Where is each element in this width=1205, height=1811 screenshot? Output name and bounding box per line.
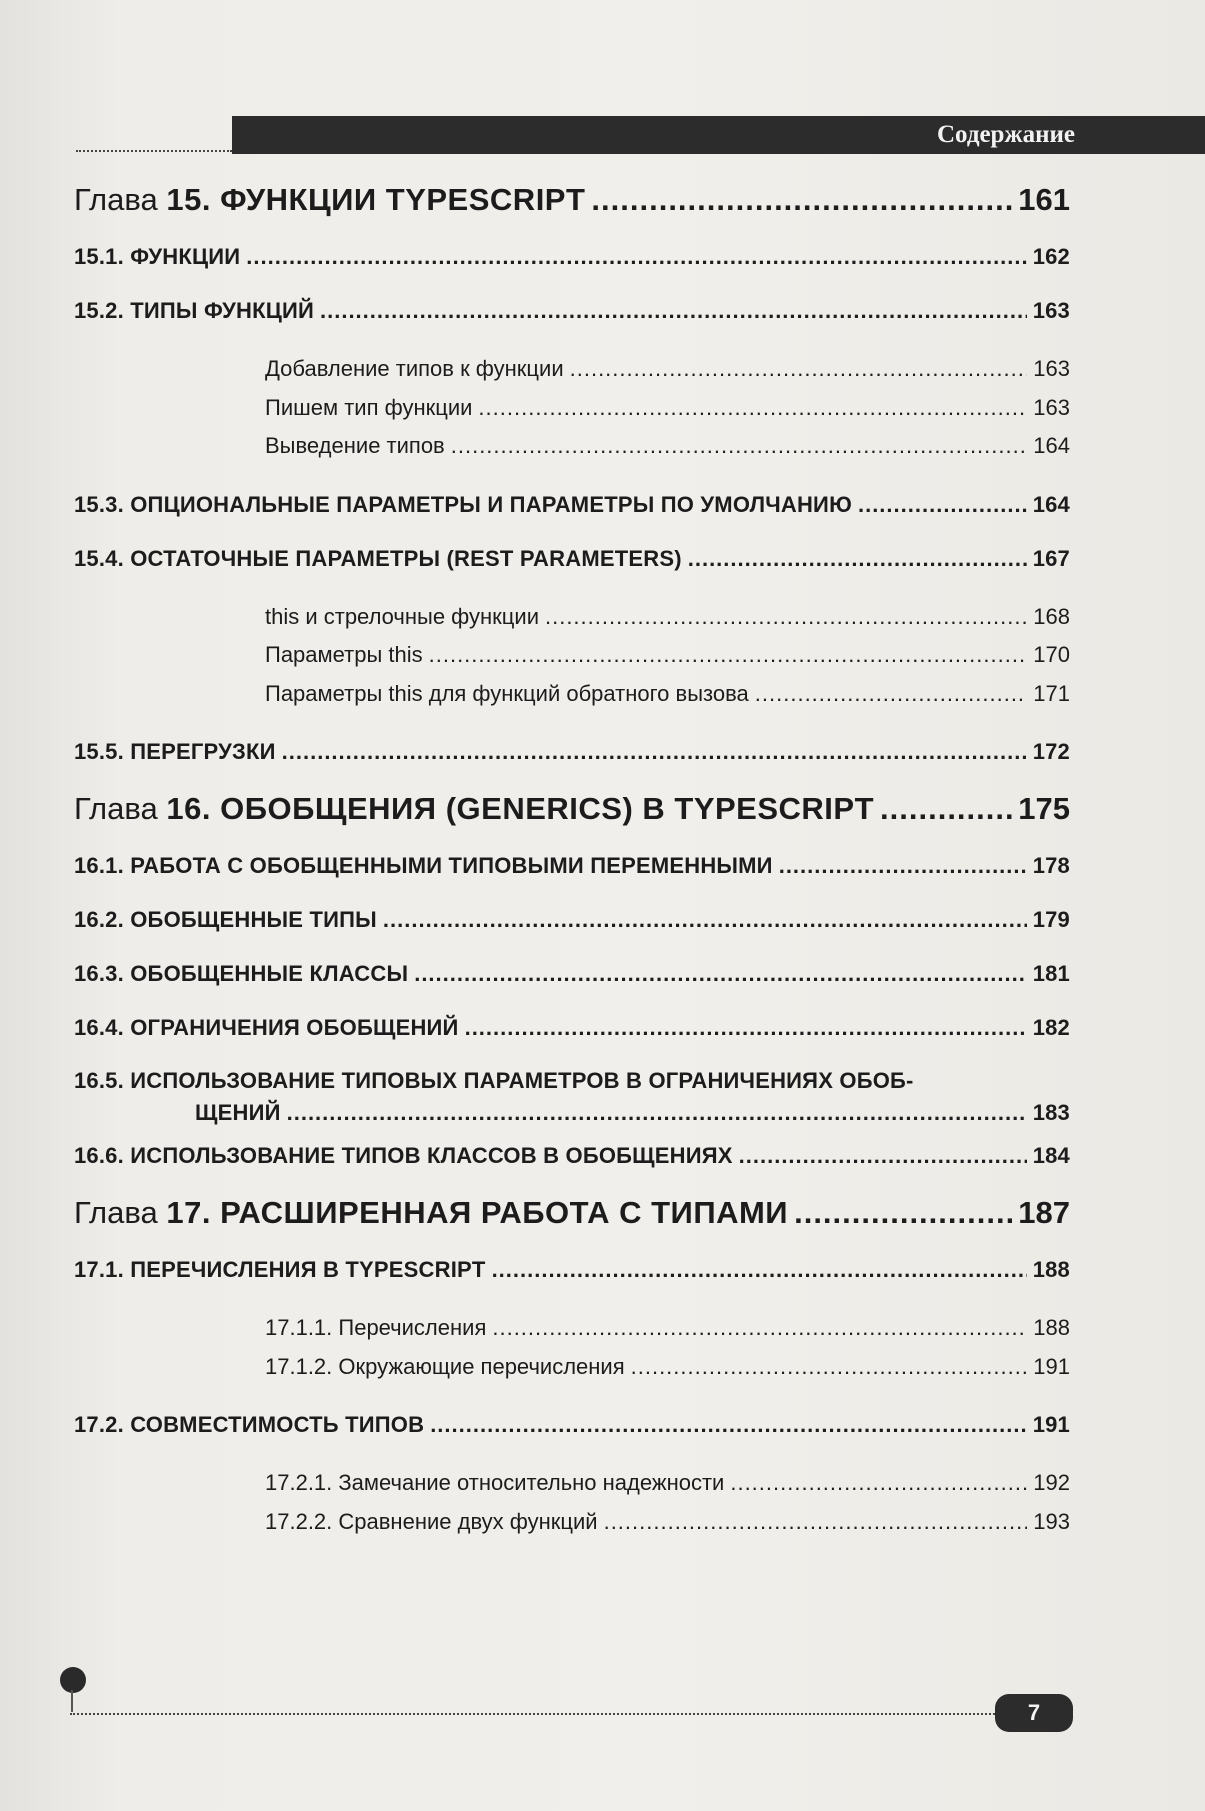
toc-page-number: 171: [1033, 680, 1070, 706]
dot-leader: [631, 1348, 1028, 1387]
dot-leader: [430, 1398, 1027, 1452]
toc-entry-title: [74, 170, 585, 230]
toc-subsection-15-2-b: [265, 389, 1070, 428]
toc-entry-title: this и стрелочные функции: [265, 603, 539, 629]
dot-leader: [246, 230, 1026, 284]
toc-page-number: 170: [1033, 642, 1070, 667]
toc-entry-title: Параметры this: [265, 642, 423, 667]
toc-entry-title: 16.6. ИСПОЛЬЗОВАНИЕ ТИПОВ КЛАССОВ В ОБОБЩЕНИЯХ: [74, 1143, 733, 1168]
toc-page-number: 192: [1033, 1470, 1070, 1495]
dot-leader: [414, 947, 1026, 1001]
table-of-contents: [74, 170, 1070, 1541]
toc-entry-title: Пишем тип функции: [265, 394, 473, 420]
chapter-prefix: Глава: [74, 791, 158, 826]
dot-leader: [451, 427, 1028, 466]
dot-leader: [320, 284, 1027, 338]
toc-entry-title: 15.4. ОСТАТОЧНЫЕ ПАРАМЕТРЫ (REST PARAMETERS): [74, 545, 682, 571]
toc-entry-title: 15.3. ОПЦИОНАЛЬНЫЕ ПАРАМЕТРЫ И ПАРАМЕТРЫ ПО УМОЛЧАНИЮ: [74, 491, 852, 517]
toc-page-number: 162: [1032, 244, 1070, 269]
dot-leader: [880, 779, 1012, 839]
footer-bullet-stem: [71, 1690, 73, 1712]
toc-entry-title: 15.1. ФУНКЦИИ: [74, 244, 241, 269]
toc-chapter-15: [74, 170, 1070, 230]
toc-entry-title: [74, 1183, 788, 1243]
running-header: [232, 116, 1205, 154]
chapter-title: 15. ФУНКЦИИ TYPESCRIPT: [166, 182, 586, 217]
toc-entry-continuation: [74, 1097, 1070, 1129]
toc-entry-title: 17.2.2. Сравнение двух функций: [265, 1508, 598, 1534]
dot-leader: [570, 350, 1028, 389]
toc-section-15-5: [74, 725, 1070, 779]
toc-page-number: 168: [1033, 603, 1070, 629]
footer-bullet-icon: [60, 1667, 86, 1693]
toc-page-number: 172: [1032, 739, 1070, 764]
header-dotted-rule: [76, 150, 232, 152]
running-header-title: Содержание: [936, 121, 1075, 148]
toc-page-number: 181: [1032, 961, 1070, 986]
toc-entry-title: 16.3. ОБОБЩЕННЫЕ КЛАССЫ: [74, 961, 409, 986]
toc-page-number: 188: [1032, 1257, 1070, 1282]
toc-page-number: 188: [1033, 1315, 1070, 1340]
chapter-title: 16. ОБОБЩЕНИЯ (GENERICS) В TYPESCRIPT: [166, 791, 875, 826]
dot-leader: [604, 1503, 1028, 1542]
chapter-title: 17. РАСШИРЕННАЯ РАБОТА С ТИПАМИ: [166, 1195, 789, 1230]
toc-section-16-2: [74, 893, 1070, 947]
dot-leader: [739, 1129, 1027, 1183]
toc-section-16-4: [74, 1001, 1070, 1055]
toc-entry-title: Добавление типов к функции: [265, 356, 564, 381]
toc-page-number: 183: [1032, 1100, 1070, 1125]
dot-leader: [779, 839, 1027, 893]
toc-subsection-15-4-a: [265, 598, 1070, 637]
toc-entry-title: 17.1. ПЕРЕЧИСЛЕНИЯ В TYPESCRIPT: [74, 1257, 486, 1282]
dot-leader: [591, 170, 1012, 230]
dot-leader: [465, 1001, 1027, 1055]
toc-entry-title: Параметры this для функций обратного вызова: [265, 680, 749, 706]
page-number: 7: [1027, 1700, 1041, 1725]
toc-page-number: 193: [1033, 1508, 1070, 1534]
dot-leader: [794, 1183, 1012, 1243]
dot-leader: [730, 1464, 1027, 1503]
toc-entry-title: 17.1.1. Перечисления: [265, 1315, 487, 1340]
dot-leader: [545, 598, 1027, 637]
toc-page-number: 184: [1032, 1143, 1070, 1168]
toc-page-number: 163: [1032, 298, 1070, 323]
dot-leader: [287, 1097, 1027, 1129]
toc-chapter-16: [74, 779, 1070, 839]
chapter-prefix: Глава: [74, 1195, 158, 1230]
toc-page-number: 179: [1032, 907, 1070, 932]
toc-entry-title: 15.5. ПЕРЕГРУЗКИ: [74, 739, 276, 764]
toc-entry-title: 16.5. ИСПОЛЬЗОВАНИЕ ТИПОВЫХ ПАРАМЕТРОВ В ОГРАНИЧЕНИЯХ ОБОБ-: [74, 1068, 914, 1093]
toc-entry-title: 17.2.1. Замечание относительно надежности: [265, 1470, 725, 1495]
toc-section-16-5: [74, 1055, 1070, 1129]
toc-page-number: 187: [1018, 1195, 1070, 1230]
toc-entry-title-cont: ЩЕНИЙ: [195, 1100, 281, 1125]
chapter-prefix: Глава: [74, 182, 158, 217]
toc-subsection-15-4-b: [265, 636, 1070, 675]
toc-page-number: 182: [1032, 1015, 1070, 1040]
dot-leader: [755, 675, 1028, 714]
toc-entry-title: 16.2. ОБОБЩЕННЫЕ ТИПЫ: [74, 907, 377, 932]
toc-page-number: 164: [1032, 491, 1070, 517]
toc-subsection-17-2-1: [265, 1464, 1070, 1503]
page-number-tab: [995, 1694, 1073, 1732]
toc-chapter-17: [74, 1183, 1070, 1243]
toc-subsection-15-2-a: [265, 350, 1070, 389]
dot-leader: [478, 389, 1027, 428]
toc-section-15-1: [74, 230, 1070, 284]
toc-entry-title: 15.2. ТИПЫ ФУНКЦИЙ: [74, 298, 314, 323]
toc-subsection-17-1-1: [265, 1309, 1070, 1348]
toc-page-number: 163: [1033, 394, 1070, 420]
toc-entry-title: 17.1.2. Окружающие перечисления: [265, 1353, 625, 1379]
dot-leader: [688, 532, 1027, 586]
dot-leader: [492, 1309, 1027, 1348]
toc-section-16-3: [74, 947, 1070, 1001]
toc-page-number: 191: [1033, 1353, 1070, 1379]
toc-subsection-15-2-c: [265, 427, 1070, 466]
toc-page-number: 167: [1032, 545, 1070, 571]
toc-section-16-6: [74, 1129, 1070, 1183]
dot-leader: [429, 636, 1028, 675]
toc-page-number: 175: [1018, 791, 1070, 826]
toc-entry-title: 17.2. СОВМЕСТИМОСТЬ ТИПОВ: [74, 1412, 425, 1437]
toc-entry-title: Выведение типов: [265, 433, 445, 458]
toc-entry-title: 16.4. ОГРАНИЧЕНИЯ ОБОБЩЕНИЙ: [74, 1015, 459, 1040]
footer-dotted-rule: [70, 1713, 995, 1715]
toc-section-17-2: [74, 1398, 1070, 1452]
toc-subsection-17-1-2: [265, 1348, 1070, 1387]
toc-section-15-2: [74, 284, 1070, 338]
toc-entry-title: 16.1. РАБОТА С ОБОБЩЕННЫМИ ТИПОВЫМИ ПЕРЕМЕННЫМИ: [74, 853, 773, 878]
toc-page-number: 161: [1018, 182, 1070, 217]
dot-leader: [383, 893, 1027, 947]
dot-leader: [282, 725, 1027, 779]
toc-section-15-3: [74, 478, 1070, 532]
toc-subsection-15-4-c: [265, 675, 1070, 714]
toc-entry-title: [74, 779, 874, 839]
toc-page-number: 163: [1033, 356, 1070, 381]
toc-section-15-4: [74, 532, 1070, 586]
dot-leader: [492, 1243, 1027, 1297]
toc-subsection-17-2-2: [265, 1503, 1070, 1542]
toc-page-number: 164: [1033, 433, 1070, 458]
toc-page-number: 191: [1032, 1412, 1070, 1437]
toc-section-17-1: [74, 1243, 1070, 1297]
toc-page-number: 178: [1032, 853, 1070, 878]
dot-leader: [858, 478, 1027, 532]
toc-section-16-1: [74, 839, 1070, 893]
